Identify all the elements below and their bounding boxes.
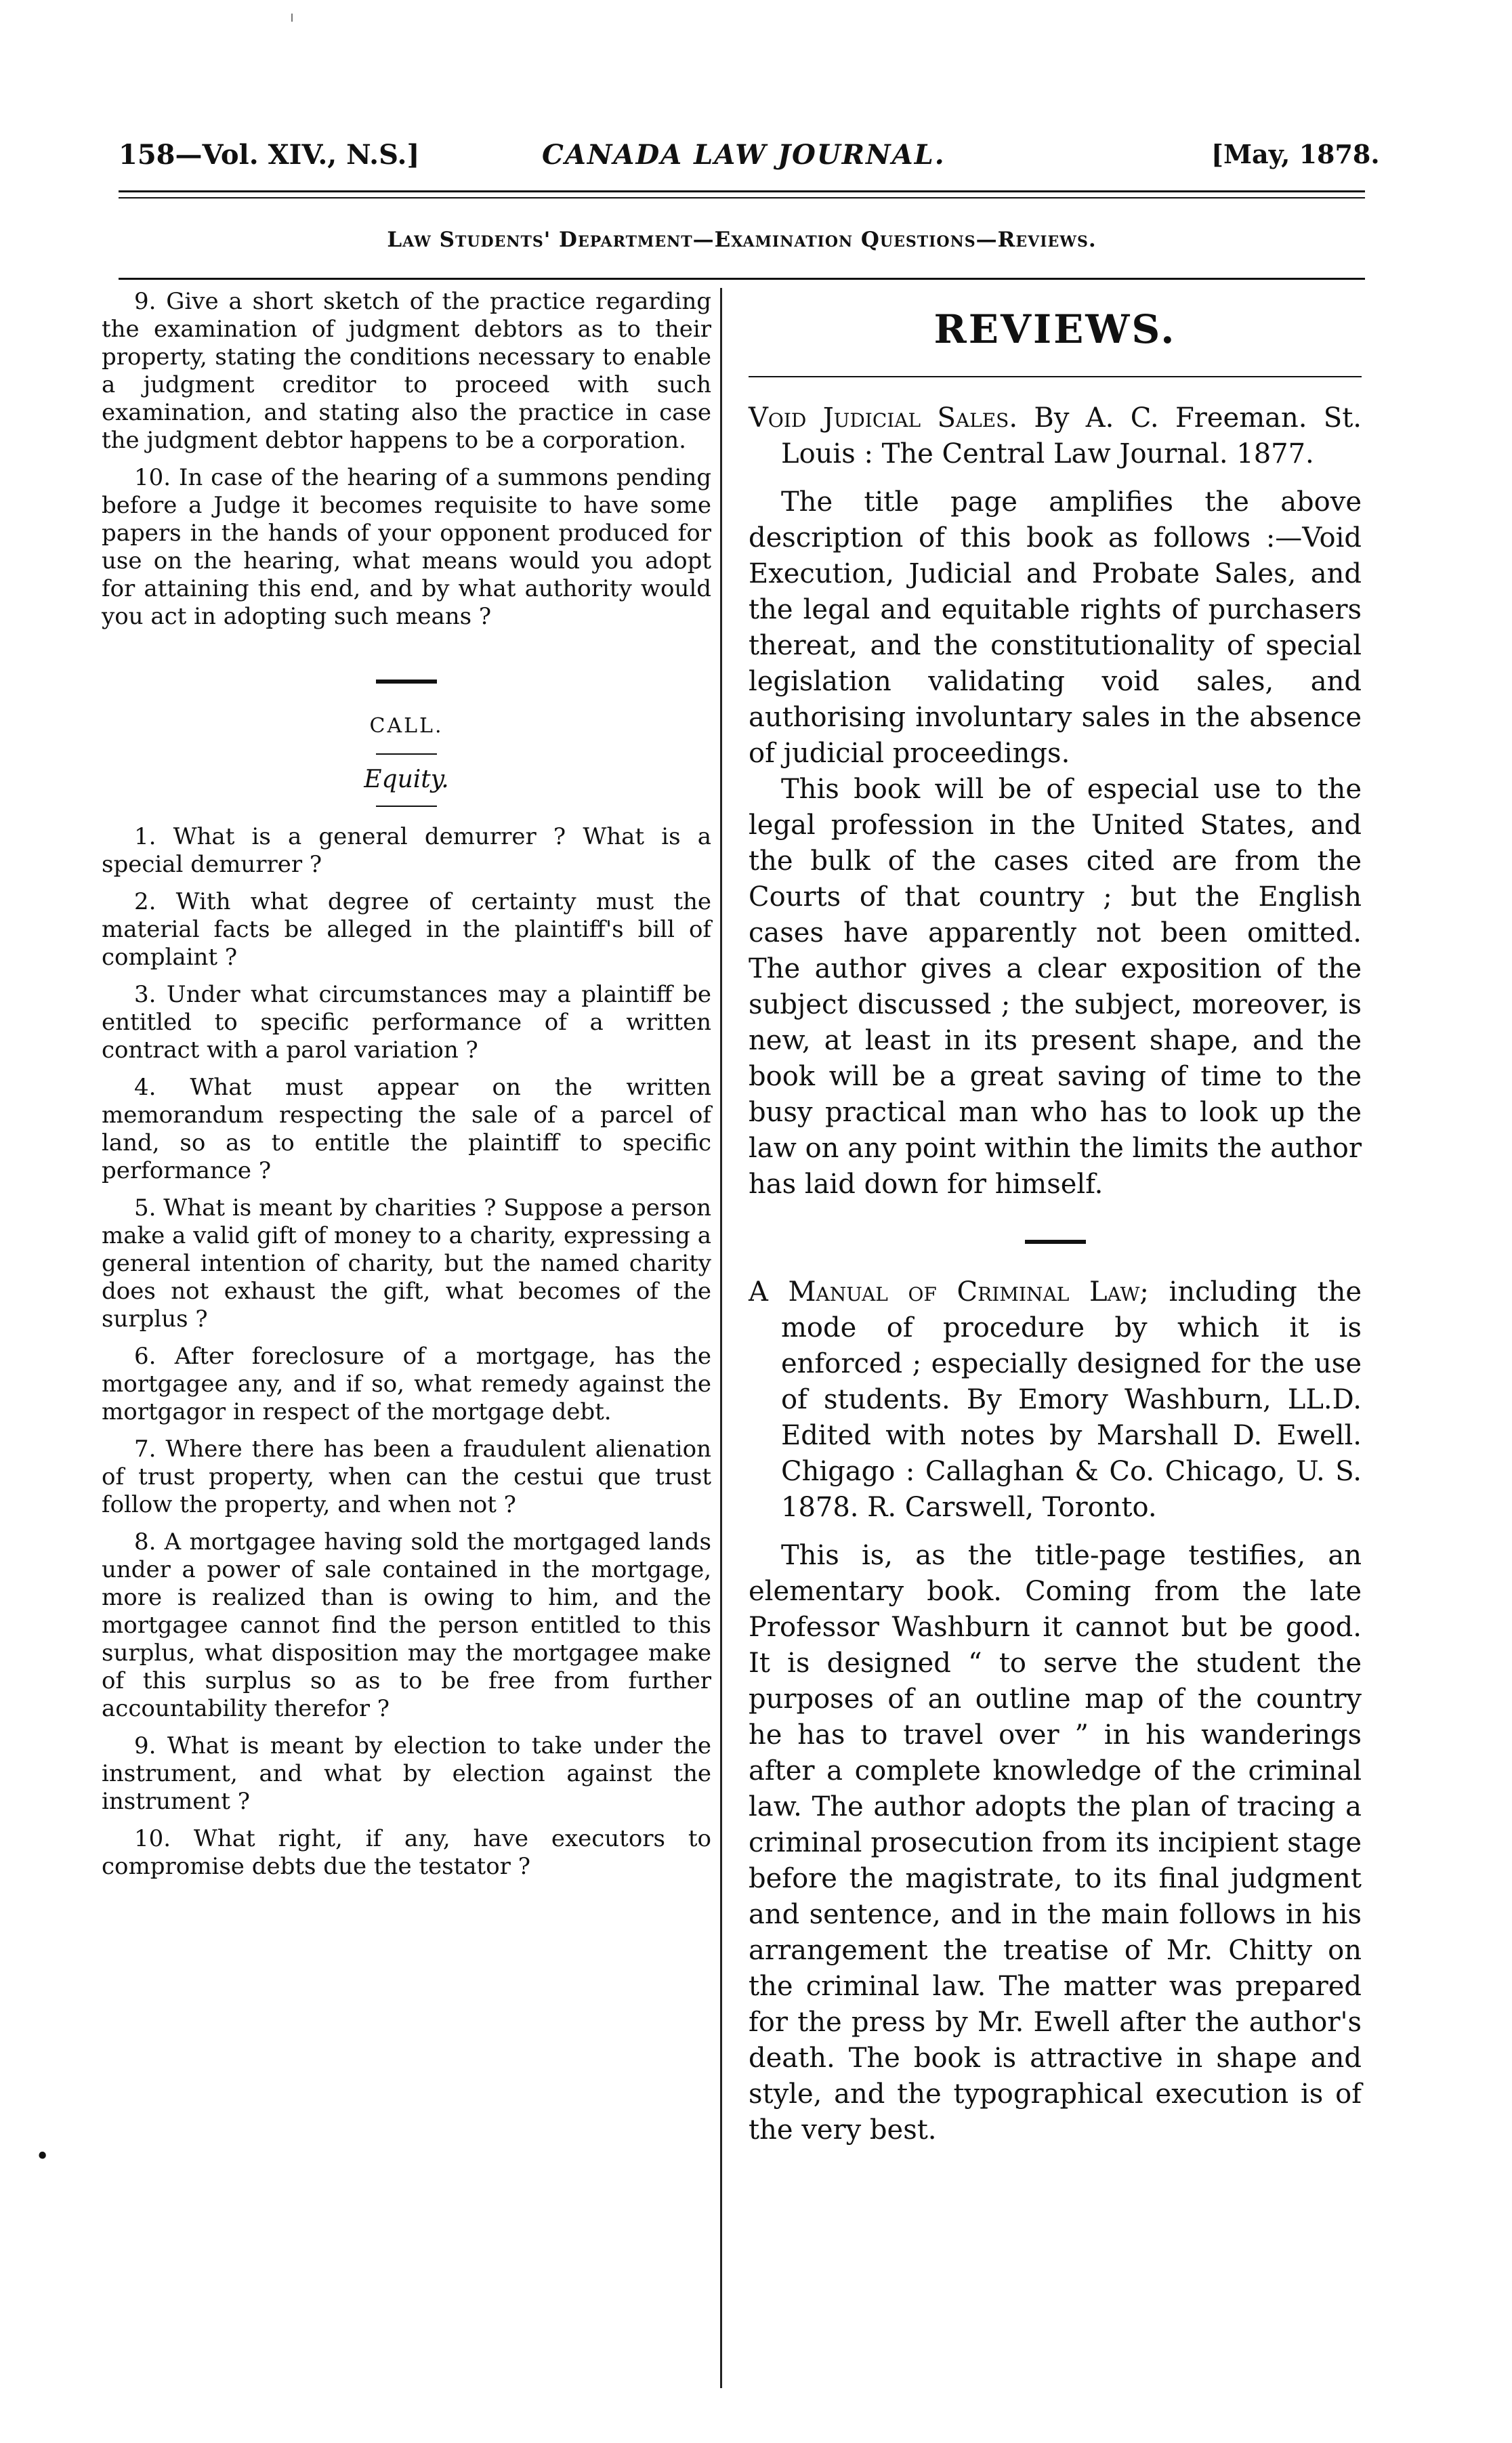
review-book-title: Void Judicial Sales. (749, 402, 1018, 434)
left-column (102, 288, 711, 1890)
question-item: 9. What is meant by election to take under the instrument, and what by election against the instrument ? (102, 1732, 711, 1815)
section-title: CALL. (369, 714, 444, 738)
question-item: 5. What is meant by charities ? Suppose a person make a valid gift of money to a charity, expressing a general intention of charity, but the named charity does not exhaust the gift, what becomes of the surplus ? (102, 1194, 711, 1333)
review-book-details: By A. C. Freeman. St. Louis : The Central Law Journal. 1877. (781, 402, 1362, 469)
subheader-rule (119, 278, 1365, 280)
question-item: 4. What must appear on the written memorandum respecting the sale of a parcel of land, so as to entitle the plaintiff to specific performance ? (102, 1074, 711, 1184)
margin-mark: • (35, 2143, 50, 2171)
section-subtitle: Equity. (364, 766, 449, 793)
review-paragraph: This is, as the title-page testifies, an elementary book. Coming from the late Professor Washburn it cannot but be good. It is designed “ to serve the student the purposes of an outline map of the country he has to travel over ” in his wanderings after a complete knowledge of the criminal law. The author adopts the plan of tracing a criminal prosecution from its incipient stage before the magistrate, to its final judgment and sentence, and in the main follows in his arrangement the treatise of Mr. Chitty on the criminal law. The matter was prepared for the press by Mr. Ewell after the author's death. The book is attractive in shape and style, and the typographical execution is of the very best. (749, 1540, 1362, 2146)
header-rule-thin (119, 197, 1365, 199)
review-heading (749, 400, 1362, 472)
review-heading (749, 1274, 1362, 1526)
question-item: 9. Give a short sketch of the practice regarding the examination of judgment debtors as to their property, stating the conditions necessary to enable a judgment creditor to proceed with such examination, and stating also the practice in case the judgment debtor happens to be a corporation. (102, 288, 711, 454)
review-book-details: including the mode of procedure by which it is enforced ; especially designed for the use of students. By Emory Washburn, LL.D. Edited with notes by Marshall D. Ewell. Chigago : Callaghan & Co. Chicago, U. S. 1878. R. Carswell, Toronto. (781, 1276, 1362, 1523)
question-item: 6. After foreclosure of a mortgage, has the mortgagee any, and if so, what remedy against the mortgagor in respect of the mortgage debt. (102, 1343, 711, 1425)
question-item: 8. A mortgagee having sold the mortgaged lands under a power of sale contained in the mortgage, more is realized than is owing to him, and the mortgagee cannot find the person entitled to this surplus, what disposition may the mortgagee make of this surplus so as to be free from further accountability therefor ? (102, 1528, 711, 1722)
section-subheader: Law Students' Department—Examination Questions—Reviews. (387, 228, 1097, 252)
question-item: 10. What right, if any, have executors to compromise debts due the testator ? (102, 1825, 711, 1880)
review-paragraph: This book will be of especial use to the legal profession in the United States, and the bulk of the cases cited are from the Courts of that country ; but the English cases have apparently not been omitted. The author gives a clear exposition of the subject discussed ; the subject, moreover, is new, at least in its present shape, and the book will be a great saving of time to the busy practical man who has to look up the law on any point within the limits the author has laid down for himself. (749, 774, 1362, 1200)
question-item: 7. Where there has been a fraudulent alienation of trust property, when can the cestui que trust follow the property, and when not ? (102, 1436, 711, 1518)
review-book-title: A Manual of Criminal Law; (749, 1276, 1149, 1308)
scan-mark (291, 14, 293, 22)
question-item: 2. With what degree of certainty must the material facts be alleged in the plaintiff's bill of complaint ? (102, 888, 711, 971)
review-paragraph: The title page amplifies the above description of this book as follows :—Void Execution, Judicial and Probate Sales, and the legal and equitable rights of purchasers thereat, and the constitutionality of special legislation validating void sales, and authorising involuntary sales in the absence of judicial proceedings. (749, 486, 1362, 769)
column-separator (720, 288, 722, 2388)
header-volume: 158—Vol. XIV., N.S.] (119, 139, 420, 171)
header-journal-title: CANADA LAW JOURNAL. (542, 139, 946, 171)
header-rule (119, 190, 1365, 192)
reviews-title: REVIEWS. (933, 306, 1177, 352)
right-column (749, 288, 1362, 2148)
question-item: 10. In case of the hearing of a summons pending before a Judge it becomes requisite to have some papers in the hands of your opponent produced for use on the hearing, what means would you adopt for attaining this end, and by what authority would you act in adopting such means ? (102, 464, 711, 630)
header-date: [May, 1878. (1211, 139, 1380, 169)
question-item: 3. Under what circumstances may a plaintiff be entitled to specific performance of a written contract with a parol variation ? (102, 981, 711, 1064)
question-item: 1. What is a general demurrer ? What is a special demurrer ? (102, 823, 711, 878)
